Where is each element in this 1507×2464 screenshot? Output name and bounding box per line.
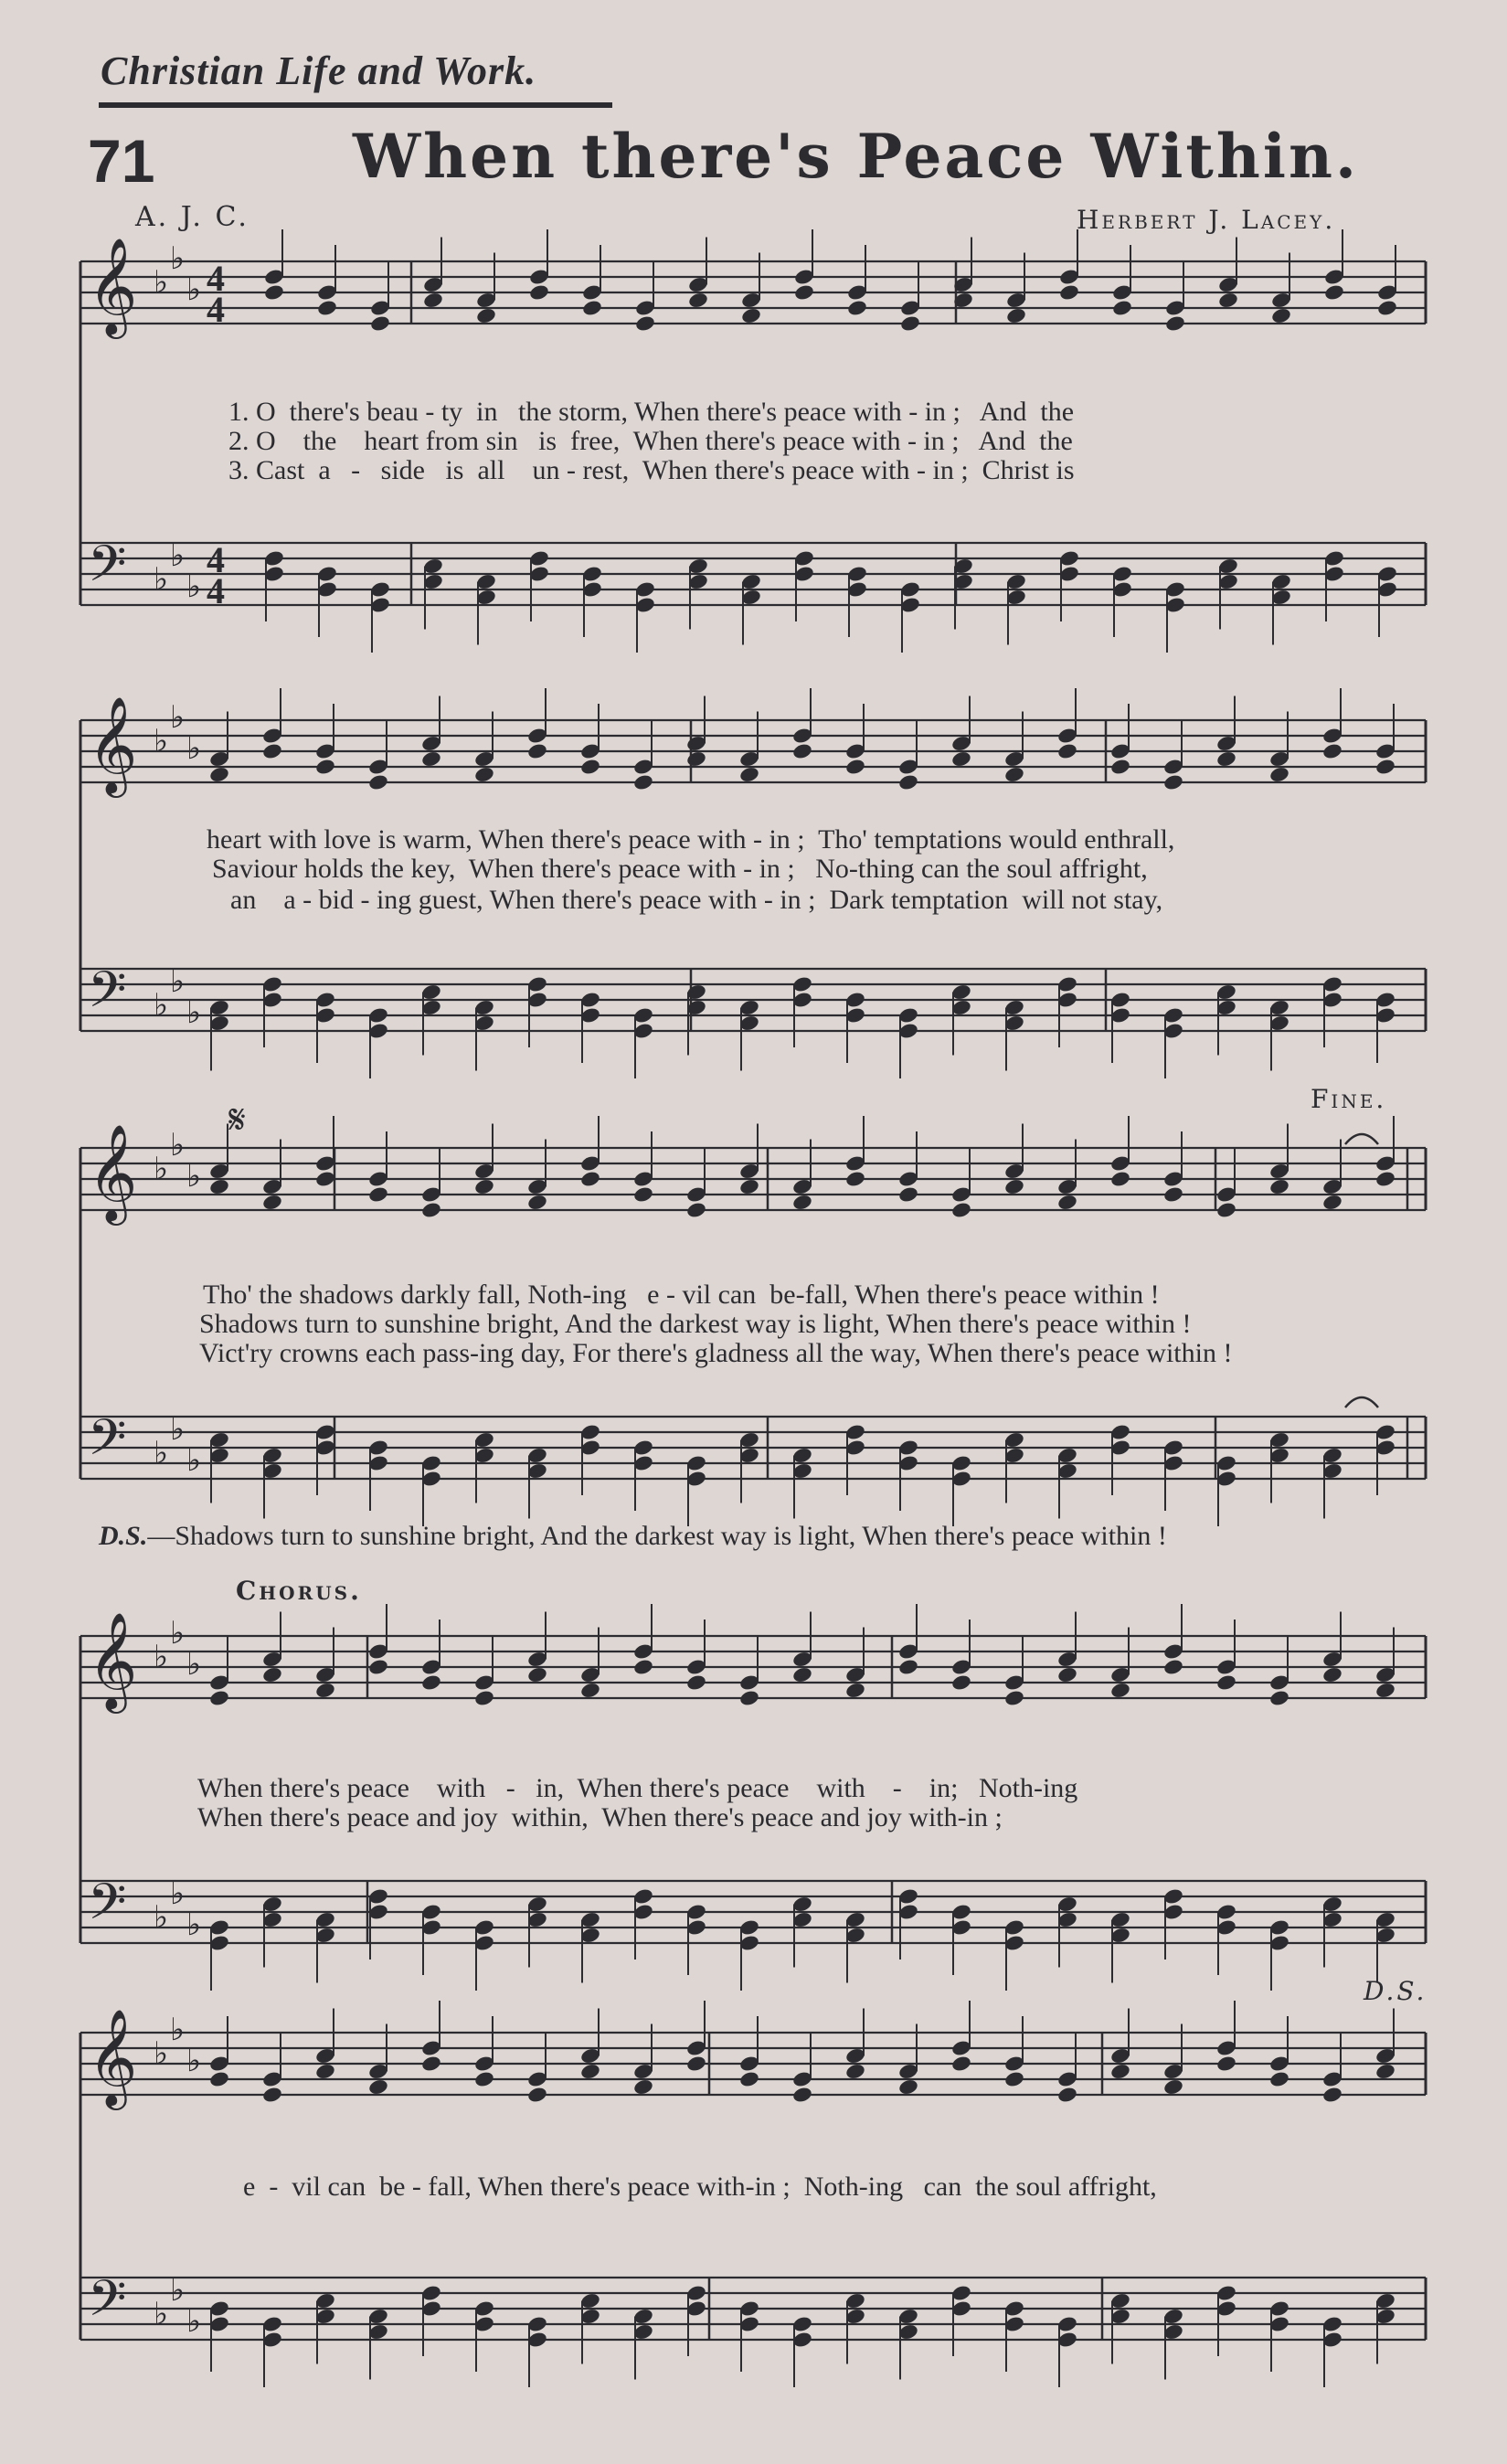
flat-sign: ♭ [154, 264, 169, 301]
note-head [1270, 307, 1292, 325]
note-head [1162, 1658, 1184, 1676]
flat-sign: ♭ [186, 1158, 202, 1195]
note-head [791, 2086, 813, 2104]
note-head [420, 1201, 442, 1219]
treble-clef: 𝄞 [88, 1123, 138, 1221]
note-head [473, 1178, 495, 1196]
note-head [950, 1673, 972, 1692]
flat-sign: ♭ [170, 537, 186, 574]
note-head [1109, 1170, 1131, 1188]
flat-sign: ♭ [170, 699, 186, 736]
note-head [1374, 2063, 1396, 2081]
note-head [367, 1185, 389, 1204]
note-head [1321, 1666, 1343, 1684]
note-head [1056, 2086, 1078, 2104]
note-head [1323, 283, 1345, 302]
ds-lyric-text: —Shadows turn to sunshine bright, And the darkest way is light, When there's peace within ! [147, 1521, 1167, 1551]
note-head [844, 2063, 866, 2081]
note-head [1268, 1689, 1290, 1707]
flat-sign: ♭ [170, 2272, 186, 2309]
flat-sign: ♭ [170, 1615, 186, 1652]
note-head [1268, 766, 1290, 784]
note-head [526, 1194, 548, 1212]
note-head [685, 1673, 707, 1692]
note-head [367, 2078, 389, 2097]
lyric-verse3-line3: Vict'ry crowns each pass-ing day, For there's gladness all the way, When there's peace within ! [199, 1338, 1233, 1368]
note-head [422, 292, 444, 310]
flat-sign: ♭ [154, 1435, 169, 1471]
lyric-verse2-line2: Saviour holds the key, When there's peace with - in ; No-thing can the soul affright, [212, 854, 1148, 884]
flat-sign: ♭ [170, 1875, 186, 1912]
note-head [1056, 742, 1078, 760]
time-signature-bottom: 4 [207, 570, 225, 611]
note-head [1111, 299, 1133, 317]
flat-sign: ♭ [170, 2012, 186, 2048]
note-head [897, 1185, 919, 1204]
note-head [314, 1170, 336, 1188]
flat-sign: ♭ [154, 2035, 169, 2072]
flat-sign: ♭ [186, 2043, 202, 2079]
note-head [1003, 2070, 1025, 2088]
note-head [1109, 1682, 1131, 1700]
note-head [316, 299, 338, 317]
bass-clef: 𝄢 [88, 2269, 127, 2340]
note-head [1374, 1682, 1396, 1700]
ds-lyric-line [99, 1521, 1167, 1552]
note-head [1003, 1178, 1025, 1196]
note-head [579, 1170, 601, 1188]
note-head [314, 758, 336, 776]
lyric-chorus-line1: When there's peace with - in, When there's peace with - in; Noth-ing [197, 1773, 1078, 1803]
note-head [1321, 2086, 1343, 2104]
note-head [1056, 1666, 1078, 1684]
note-head [367, 1658, 389, 1676]
flat-sign: ♭ [154, 1899, 169, 1936]
hymn-title: When there's Peace Within. [353, 121, 1359, 192]
note-head [1374, 758, 1396, 776]
note-head [1321, 1194, 1343, 1212]
flat-sign: ♭ [186, 1906, 202, 1943]
note-head [1164, 314, 1186, 333]
note-head [844, 1682, 866, 1700]
flat-sign: ♭ [154, 987, 169, 1024]
note-head [791, 1194, 813, 1212]
note-head [1109, 2063, 1131, 2081]
note-head [420, 750, 442, 769]
note-head [634, 314, 656, 333]
bass-clef: 𝄢 [88, 961, 127, 1031]
fermata [1345, 1397, 1378, 1407]
author-words: A. J. C. [135, 201, 249, 233]
note-head [1162, 2078, 1184, 2097]
ds-lyric-head: D.S. [99, 1521, 148, 1551]
note-head [261, 1666, 283, 1684]
note-head [685, 750, 707, 769]
treble-clef: 𝄞 [88, 2008, 138, 2106]
note-head [263, 283, 285, 302]
treble-clef: 𝄞 [88, 696, 138, 793]
note-head [632, 1658, 654, 1676]
note-head [1376, 299, 1398, 317]
note-head [1268, 2070, 1290, 2088]
flat-sign: ♭ [154, 1151, 169, 1187]
fermata [1345, 1134, 1378, 1144]
note-head [738, 1178, 760, 1196]
note-head [208, 2070, 230, 2088]
lyric-verse1-line3: Tho' the shadows darkly fall, Noth-ing e - vil can be-fall, When there's peace within ! [203, 1280, 1160, 1310]
flat-sign: ♭ [186, 994, 202, 1031]
flat-sign: ♭ [170, 240, 186, 277]
note-head [740, 307, 762, 325]
note-head [1215, 750, 1237, 769]
note-head [314, 1682, 336, 1700]
note-head [846, 299, 868, 317]
flat-sign: ♭ [186, 1442, 202, 1479]
note-head [420, 1673, 442, 1692]
note-head [897, 773, 919, 791]
note-head [1109, 758, 1131, 776]
note-head [632, 773, 654, 791]
note-head [1162, 773, 1184, 791]
flat-sign: ♭ [186, 271, 202, 308]
lyric-chorus-line2: When there's peace and joy within, When there's peace and joy with-in ; [197, 1802, 1003, 1832]
lyric-verse1-line2: heart with love is warm, When there's peace with - in ; Tho' temptations would enthrall, [207, 824, 1175, 855]
time-signature-top: 4 [207, 539, 225, 580]
note-head [261, 742, 283, 760]
note-head [1005, 307, 1027, 325]
lyric-verse2-line3: Shadows turn to sunshine bright, And the darkest way is light, When there's peace within ! [199, 1309, 1192, 1339]
note-head [579, 1682, 601, 1700]
note-head [793, 283, 815, 302]
fine-marker: Fine. [1311, 1084, 1387, 1114]
note-head [1056, 1194, 1078, 1212]
segno-sign: 𝄋 [228, 1097, 246, 1143]
note-head [844, 1170, 866, 1188]
flat-sign: ♭ [154, 723, 169, 759]
note-head [1217, 292, 1239, 310]
note-head [528, 283, 550, 302]
author-music: Herbert J. Lacey. [1077, 205, 1336, 235]
lyric-verse3-line1: 3. Cast a - side is all un - rest, When there's peace with - in ; Christ is [228, 455, 1075, 485]
note-head [581, 299, 603, 317]
note-head [897, 2078, 919, 2097]
flat-sign: ♭ [170, 963, 186, 1000]
flat-sign: ♭ [186, 1646, 202, 1683]
note-head [1215, 2055, 1237, 2073]
note-head [950, 750, 972, 769]
note-head [526, 2086, 548, 2104]
bass-clef: 𝄢 [88, 535, 127, 605]
note-head [473, 2070, 495, 2088]
note-head [208, 1689, 230, 1707]
note-head [632, 2078, 654, 2097]
note-head [844, 758, 866, 776]
note-head [1321, 742, 1343, 760]
note-head [685, 2055, 707, 2073]
note-head [950, 1201, 972, 1219]
note-head [420, 2055, 442, 2073]
note-head [261, 2086, 283, 2104]
note-head [473, 766, 495, 784]
flat-sign: ♭ [170, 1127, 186, 1163]
time-signature-bottom: 4 [207, 289, 225, 330]
note-head [685, 1201, 707, 1219]
note-head [208, 766, 230, 784]
hymn-number: 71 [88, 127, 155, 195]
flat-sign: ♭ [154, 1639, 169, 1675]
bass-clef: 𝄢 [88, 1873, 127, 1943]
note-head [1268, 1178, 1290, 1196]
note-head [208, 1178, 230, 1196]
note-head [314, 2063, 336, 2081]
note-head [899, 314, 921, 333]
note-head [897, 1658, 919, 1676]
time-signature-top: 4 [207, 258, 225, 299]
chorus-marker: Chorus. [236, 1576, 362, 1606]
note-head [1003, 1689, 1025, 1707]
note-head [950, 2055, 972, 2073]
note-head [1003, 766, 1025, 784]
note-head [791, 742, 813, 760]
note-head [369, 314, 391, 333]
note-head [1374, 1170, 1396, 1188]
note-head [1215, 1201, 1237, 1219]
treble-clef: 𝄞 [88, 1611, 138, 1709]
note-head [526, 742, 548, 760]
note-head [791, 1666, 813, 1684]
note-head [475, 307, 497, 325]
note-head [632, 1185, 654, 1204]
bass-clef: 𝄢 [88, 1408, 127, 1479]
flat-sign: ♭ [154, 561, 169, 598]
flat-sign: ♭ [154, 2296, 169, 2332]
note-head [687, 292, 709, 310]
note-head [1215, 1673, 1237, 1692]
note-head [738, 2070, 760, 2088]
flat-sign: ♭ [186, 568, 202, 605]
note-head [579, 758, 601, 776]
note-head [1162, 1185, 1184, 1204]
lyric-verse2-line1: 2. O the heart from sin is free, When there's peace with - in ; And the [228, 426, 1073, 456]
note-head [1058, 283, 1080, 302]
flat-sign: ♭ [186, 2303, 202, 2340]
note-head [526, 1666, 548, 1684]
note-head [579, 2063, 601, 2081]
note-head [473, 1689, 495, 1707]
lyric-verse3-line2: an a - bid - ing guest, When there's peace with - in ; Dark temptation will not stay, [230, 885, 1163, 915]
flat-sign: ♭ [170, 1411, 186, 1448]
lyric-verse1-line1: 1. O there's beau - ty in the storm, When there's peace with - in ; And the [228, 397, 1075, 427]
treble-clef: 𝄞 [88, 237, 138, 335]
lyric-chorus-line3: e - vil can be - fall, When there's peace with-in ; Noth-ing can the soul affright, [243, 2172, 1157, 2202]
section-title: Christian Life and Work. [101, 48, 537, 93]
note-head [367, 773, 389, 791]
flat-sign: ♭ [186, 730, 202, 767]
note-head [738, 1689, 760, 1707]
ds-marker: D.S. [1364, 1976, 1427, 2006]
note-head [738, 766, 760, 784]
note-head [261, 1194, 283, 1212]
